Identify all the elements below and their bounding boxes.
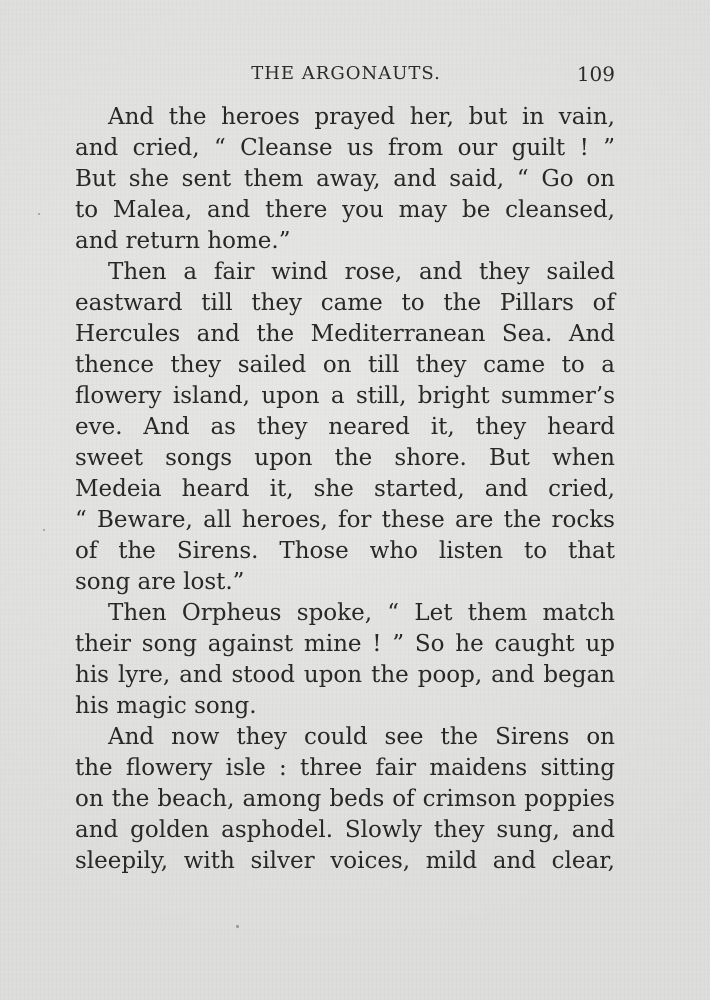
text-line: his lyre, and stood upon the poop, and began	[75, 662, 615, 688]
text-line: and return home.”	[75, 228, 291, 254]
text-line: eastward till they came to the Pillars of	[75, 290, 615, 316]
chapter-title: THE ARGONAUTS.	[251, 63, 441, 84]
text-line: And now they could see the Sirens on	[108, 724, 615, 750]
paper-speck	[38, 213, 40, 215]
text-line: Then a fair wind rose, and they sailed	[108, 259, 615, 285]
running-head	[75, 60, 615, 92]
text-line: his magic song.	[75, 693, 257, 719]
text-line: Hercules and the Mediterranean Sea. And	[75, 321, 615, 347]
text-line: eve. And as they neared it, they heard	[75, 414, 615, 440]
text-line: “ Beware, all heroes, for these are the rocks	[75, 507, 615, 533]
text-line: of the Sirens. Those who listen to that	[75, 538, 615, 564]
text-line: on the beach, among beds of crimson poppies	[75, 786, 615, 812]
text-line: But she sent them away, and said, “ Go on	[75, 166, 615, 192]
text-line: And the heroes prayed her, but in vain,	[108, 104, 615, 130]
text-line: flowery island, upon a still, bright summer’s	[75, 383, 615, 409]
text-line: their song against mine ! ” So he caught up	[75, 631, 615, 657]
paper-speck	[43, 529, 45, 531]
text-line: and cried, “ Cleanse us from our guilt ! ”	[75, 135, 615, 161]
paper-speck	[236, 925, 239, 928]
text-line: sweet songs upon the shore. But when	[75, 445, 615, 471]
text-line: Medeia heard it, she started, and cried,	[75, 476, 615, 502]
text-line: sleepily, with silver voices, mild and clear,	[75, 848, 615, 874]
text-line: to Malea, and there you may be cleansed,	[75, 197, 615, 223]
body-text	[75, 102, 615, 877]
text-line: and golden asphodel. Slowly they sung, and	[75, 817, 615, 843]
text-line: Then Orpheus spoke, “ Let them match	[108, 600, 615, 626]
page-number: 109	[576, 62, 615, 86]
text-line: song are lost.”	[75, 569, 245, 595]
text-line: the flowery isle : three fair maidens sitting	[75, 755, 615, 781]
text-line: thence they sailed on till they came to a	[75, 352, 615, 378]
